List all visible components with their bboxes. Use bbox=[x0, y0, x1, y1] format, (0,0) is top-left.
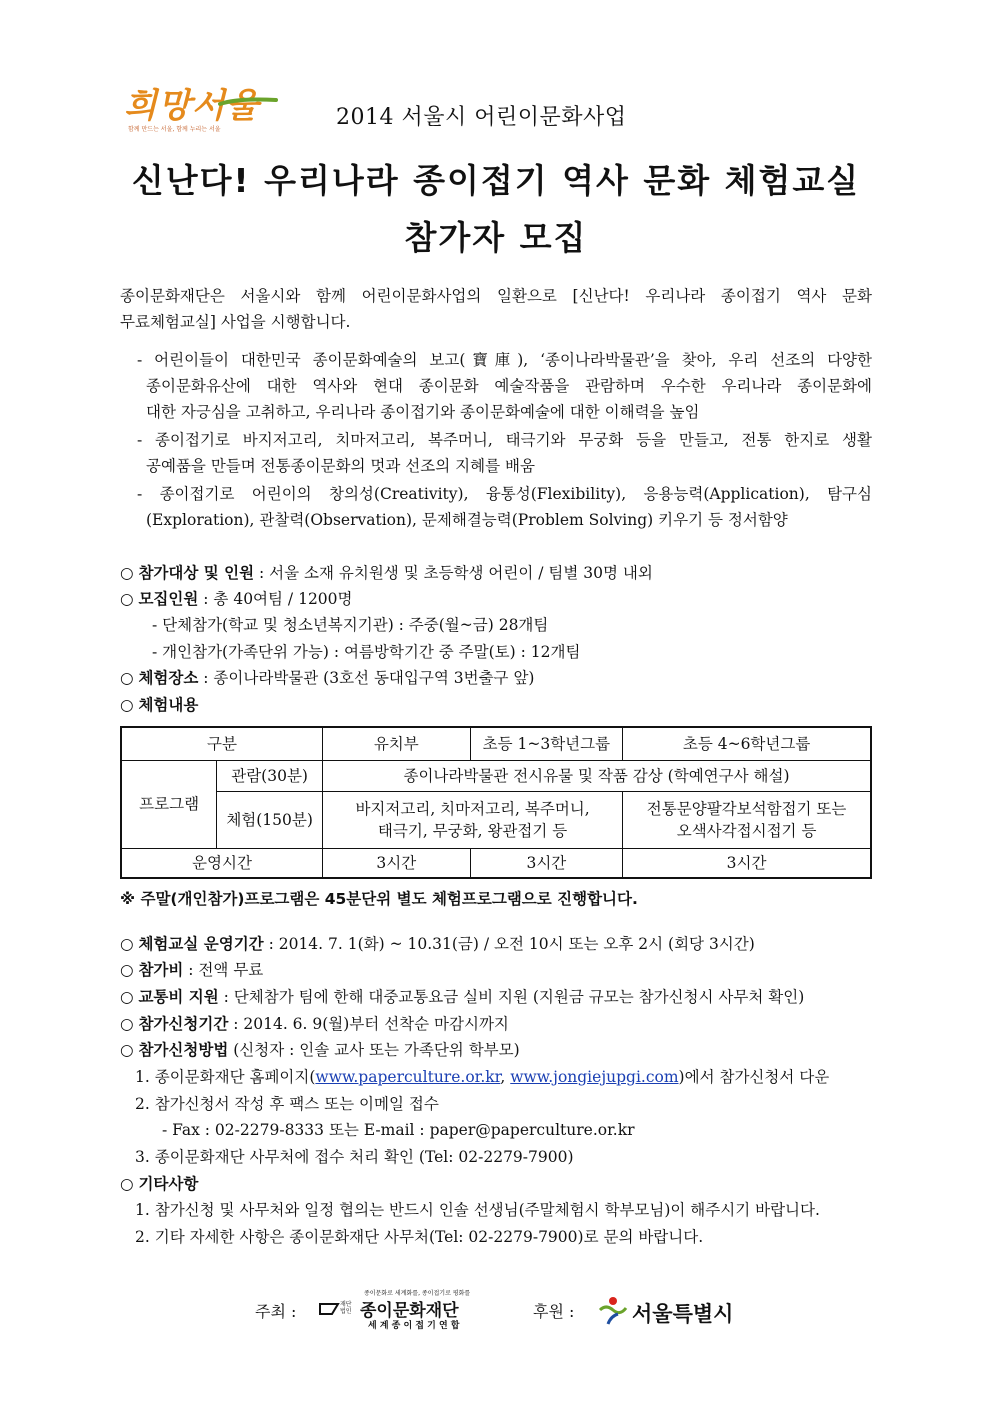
header-grade-1-3: 초등 1~3학년그룹 bbox=[470, 727, 623, 760]
period-item: ○ 체험교실 운영기간 : 2014. 7. 1(화) ~ 10.31(금) / 오전 10시 또는 오후 2시 (회당 3시간) bbox=[120, 935, 755, 953]
bullet-1-line-1: - 어린이들이 대한민국 종이문화예술의 보고(寶庫), ‘종이나라박물관’을 찾아, 우리 선조의 다양한 bbox=[137, 351, 872, 369]
apply-step-2-contact: - Fax : 02-2279-8333 또는 E-mail : paper@paperculture.or.kr bbox=[162, 1121, 635, 1139]
program-table bbox=[120, 726, 872, 879]
fee-label: 참가비 bbox=[138, 961, 184, 979]
period-value: : 2014. 7. 1(화) ~ 10.31(금) / 오전 10시 또는 오후 2시 (회당 3시간) bbox=[263, 935, 755, 953]
header-category: 구분 bbox=[121, 727, 323, 760]
apply-period-value: : 2014. 6. 9(월)부터 선착순 마감시까지 bbox=[228, 1015, 509, 1033]
bullet-3-line-2: (Exploration), 관찰력(Observation), 문제해결능력(Problem Solving) 키우기 등 정서함양 bbox=[146, 511, 788, 529]
place-value: : 종이나라박물관 (3호선 동대입구역 3번출구 앞) bbox=[198, 669, 535, 687]
content-label: 체험내용 bbox=[138, 696, 199, 714]
bullet-2-line-2: 공예품을 만들며 전통종이문화의 멋과 선조의 지혜를 배움 bbox=[146, 457, 535, 475]
experience-cell: 체험(150분) bbox=[217, 791, 323, 848]
host-tagline: 종이문화로 세계화를, 종이접기로 평화를 bbox=[364, 1290, 471, 1297]
step1-suffix: )에서 참가신청서 다운 bbox=[678, 1068, 830, 1086]
experience-high-cell bbox=[623, 791, 871, 848]
intro-line-1: 종이문화재단은 서울시와 함께 어린이문화사업의 일환으로 [신난다! 우리나라 종이접기 역사 문화 bbox=[120, 287, 872, 305]
jongiejupgi-link[interactable]: www.jongiejupgi.com bbox=[510, 1068, 679, 1086]
etc-label: 기타사항 bbox=[138, 1175, 199, 1193]
page-title: 신난다! 우리나라 종이접기 역사 문화 체험교실 bbox=[131, 161, 861, 200]
logo-tagline: 함께 만드는 서울, 함께 누리는 서울 bbox=[128, 126, 221, 133]
recruit-item: ○ 모집인원 : 총 40여팀 / 1200명 bbox=[120, 590, 353, 608]
host-subname: 세 계 종 이 접 기 연 합 bbox=[368, 1321, 460, 1331]
seoul-symbol-icon bbox=[596, 1294, 630, 1328]
apply-method-value: (신청자 : 인솔 교사 또는 가족단위 학부모) bbox=[228, 1041, 520, 1059]
content-item: ○ 체험내용 bbox=[120, 696, 199, 714]
hours-kinder-cell: 3시간 bbox=[323, 848, 471, 878]
recruit-sub-1: - 단체참가(학교 및 청소년복지기관) : 주중(월~금) 28개팀 bbox=[152, 616, 549, 634]
page-subtitle: 참가자 모집 bbox=[404, 218, 588, 257]
sponsor-logo bbox=[596, 1292, 746, 1332]
hours-low-cell: 3시간 bbox=[470, 848, 623, 878]
table-row-viewing bbox=[121, 760, 871, 791]
host-label: 주최 : bbox=[255, 1302, 297, 1321]
target-item: ○ 참가대상 및 인원 : 서울 소재 유치원생 및 초등학생 어린이 / 팀별 30명 내외 bbox=[120, 564, 653, 582]
etc-line-2: 2. 기타 자세한 사항은 종이문화재단 사무처(Tel: 02-2279-7900)로 문의 바랍니다. bbox=[135, 1228, 704, 1246]
logo-swoosh-icon bbox=[218, 96, 278, 108]
etc-item: ○ 기타사항 bbox=[120, 1175, 199, 1193]
table-row-hours bbox=[121, 848, 871, 878]
experience-kinder-low-cell bbox=[323, 791, 623, 848]
period-label: 체험교실 운영기간 bbox=[138, 935, 264, 953]
apply-period-label: 참가신청기간 bbox=[138, 1015, 229, 1033]
apply-step-1 bbox=[135, 1064, 829, 1090]
apply-method-item: ○ 참가신청방법 (신청자 : 인솔 교사 또는 가족단위 학부모) bbox=[120, 1041, 520, 1059]
transport-label: 교통비 지원 bbox=[138, 988, 219, 1006]
hours-label-cell: 운영시간 bbox=[121, 848, 323, 878]
recruit-label: 모집인원 bbox=[138, 590, 199, 608]
hours-high-cell: 3시간 bbox=[623, 848, 871, 878]
viewing-content-cell: 종이나라박물관 전시유물 및 작품 감상 (학예연구사 해설) bbox=[323, 760, 872, 791]
exp-low-line-2: 태극기, 무궁화, 왕관접기 등 bbox=[377, 821, 568, 840]
apply-method-label: 참가신청방법 bbox=[138, 1041, 229, 1059]
target-label: 참가대상 및 인원 bbox=[138, 564, 255, 582]
transport-value: : 단체참가 팀에 한해 대중교통요금 실비 지원 (지원금 규모는 참가신청시 사무처 확인) bbox=[218, 988, 805, 1006]
sponsor-name: 서울특별시 bbox=[632, 1302, 734, 1326]
crane-icon bbox=[318, 1302, 340, 1316]
fee-value: : 전액 무료 bbox=[183, 961, 264, 979]
exp-low-line-1: 바지저고리, 치마저고리, 복주머니, bbox=[355, 799, 590, 818]
program-name: 2014 서울시 어린이문화사업 bbox=[336, 105, 627, 130]
recruit-value: : 총 40여팀 / 1200명 bbox=[198, 590, 353, 608]
logo-wordmark: 희망서울 bbox=[124, 86, 260, 126]
footer bbox=[0, 1288, 992, 1338]
place-item: ○ 체험장소 : 종이나라박물관 (3호선 동대입구역 3번출구 앞) bbox=[120, 669, 535, 687]
apply-period-item: ○ 참가신청기간 : 2014. 6. 9(월)부터 선착순 마감시까지 bbox=[120, 1015, 509, 1033]
exp-high-line-2: 오색사각접시접기 등 bbox=[676, 821, 817, 840]
place-label: 체험장소 bbox=[138, 669, 199, 687]
table-row-experience bbox=[121, 791, 871, 848]
bullet-2-line-1: - 종이접기로 바지저고리, 치마저고리, 복주머니, 태극기와 무궁화 등을 만들고, 전통 한지로 생활 bbox=[137, 431, 872, 449]
step1-prefix: 1. 종이문화재단 홈페이지( bbox=[135, 1068, 316, 1086]
paperculture-link[interactable]: www.paperculture.or.kr bbox=[315, 1068, 501, 1086]
apply-step-3: 3. 종이문화재단 사무처에 접수 처리 확인 (Tel: 02-2279-7900) bbox=[135, 1148, 574, 1166]
hope-seoul-logo bbox=[122, 78, 282, 138]
fee-item: ○ 참가비 : 전액 무료 bbox=[120, 961, 264, 979]
apply-step-2: 2. 참가신청서 작성 후 팩스 또는 이메일 접수 bbox=[135, 1095, 439, 1113]
bullet-1-line-2: 종이문화유산에 대한 역사와 현대 종이문화 예술작품을 관람하며 우수한 우리나라 종이문화에 bbox=[146, 377, 872, 395]
intro-line-2: 무료체험교실] 사업을 시행합니다. bbox=[120, 313, 351, 331]
sponsor-label: 후원 : bbox=[533, 1302, 575, 1321]
viewing-cell: 관람(30분) bbox=[217, 760, 323, 791]
target-value: : 서울 소재 유치원생 및 초등학생 어린이 / 팀별 30명 내외 bbox=[254, 564, 653, 582]
table-header-row bbox=[121, 727, 871, 760]
program-cell: 프로그램 bbox=[121, 760, 217, 848]
step1-separator: , bbox=[500, 1068, 511, 1086]
exp-high-line-1: 전통문양팔각보석함접기 또는 bbox=[646, 799, 847, 818]
header-kindergarten: 유치부 bbox=[323, 727, 471, 760]
host-name: 종이문화재단 bbox=[360, 1301, 459, 1321]
bullet-3-line-1: - 종이접기로 어린이의 창의성(Creativity), 융통성(Flexibility), 응용능력(Application), 탐구심 bbox=[137, 485, 872, 503]
header-grade-4-6: 초등 4~6학년그룹 bbox=[623, 727, 871, 760]
weekend-note bbox=[120, 886, 638, 912]
host-logo bbox=[318, 1288, 498, 1334]
weekend-note-text: ※ 주말(개인참가)프로그램은 45분단위 별도 체험프로그램으로 진행합니다. bbox=[120, 890, 638, 908]
etc-line-1: 1. 참가신청 및 사무처와 일정 협의는 반드시 인솔 선생님(주말체험시 학부모님)이 해주시기 바랍니다. bbox=[135, 1201, 820, 1219]
host-badge: 재단법인 bbox=[340, 1301, 352, 1315]
transport-item: ○ 교통비 지원 : 단체참가 팀에 한해 대중교통요금 실비 지원 (지원금 규모는 참가신청시 사무처 확인) bbox=[120, 988, 805, 1006]
bullet-1-line-3: 대한 자긍심을 고취하고, 우리나라 종이접기와 종이문화예술에 대한 이해력을 높임 bbox=[146, 403, 700, 421]
recruit-sub-2: - 개인참가(가족단위 가능) : 여름방학기간 중 주말(토) : 12개팀 bbox=[152, 643, 581, 661]
